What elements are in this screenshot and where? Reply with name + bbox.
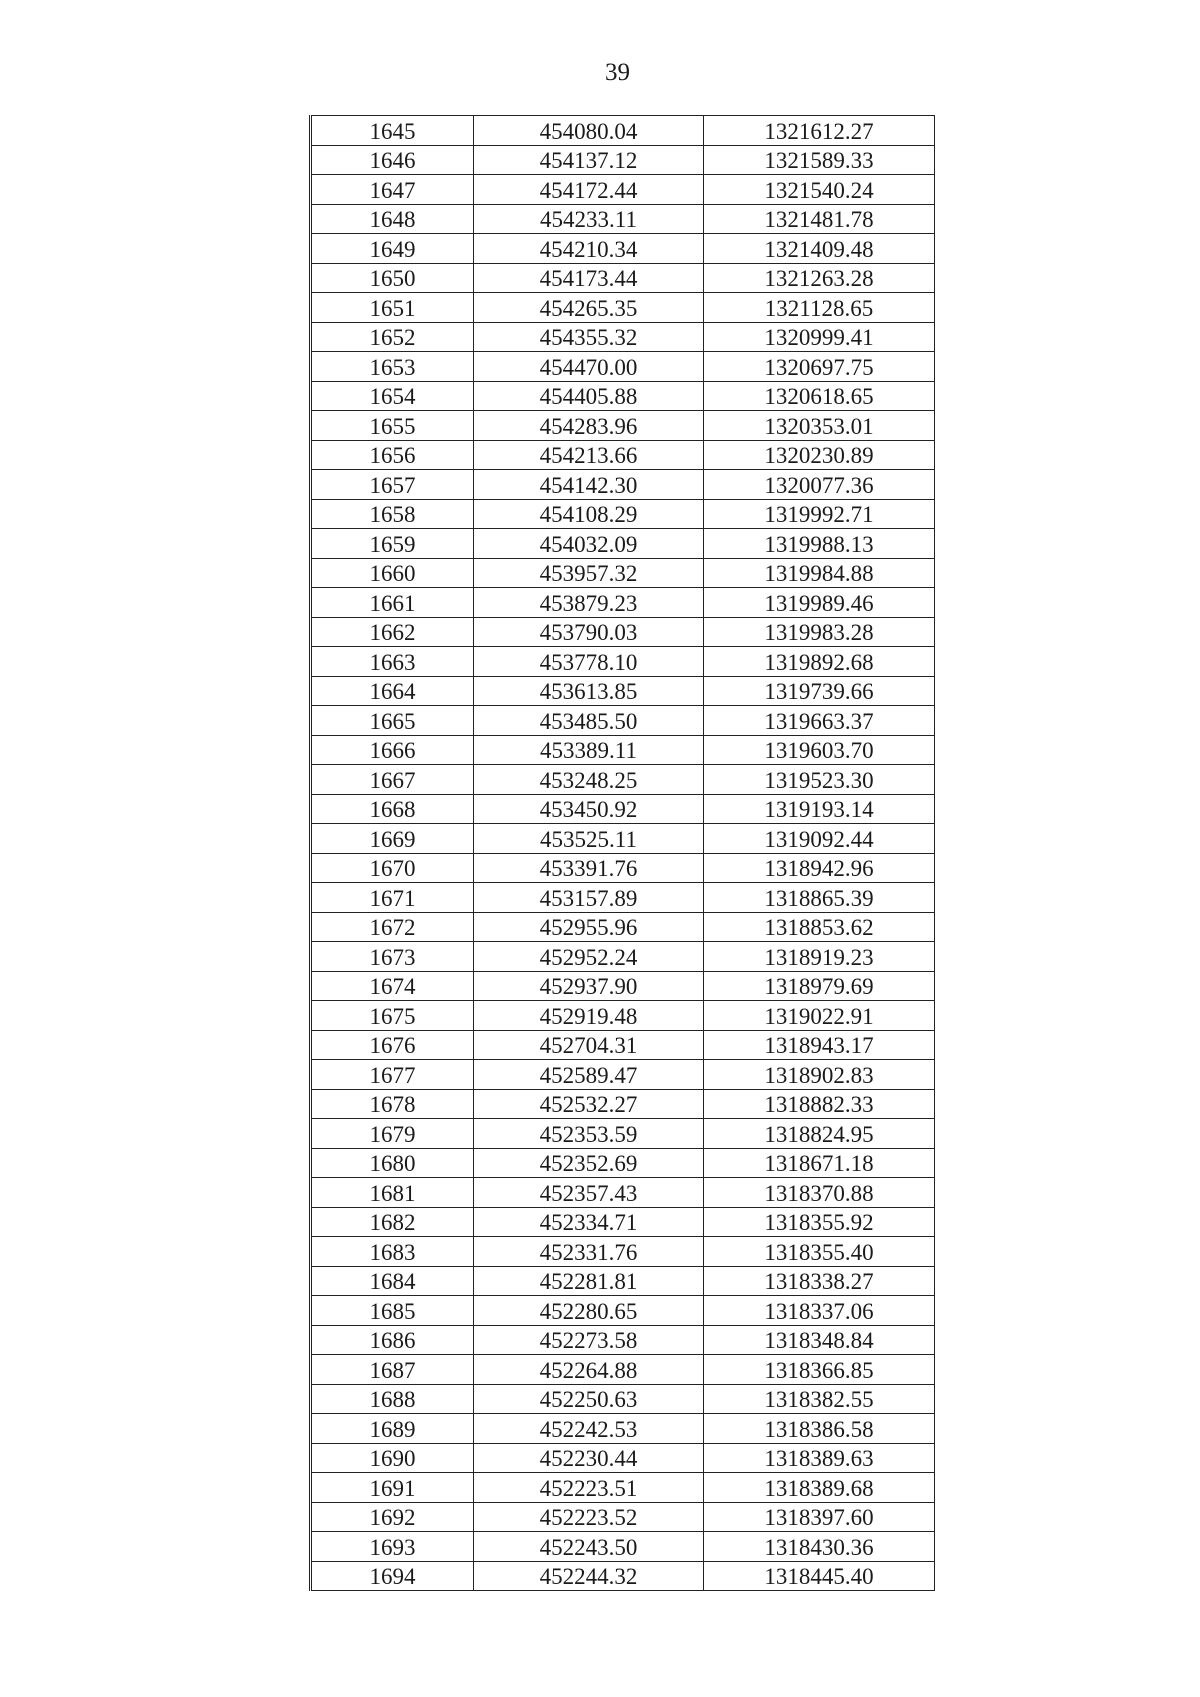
x-coordinate-cell: 452937.90	[474, 971, 704, 1001]
x-coordinate-cell: 452331.76	[474, 1237, 704, 1267]
x-coordinate-cell: 452223.52	[474, 1502, 704, 1532]
table-row	[311, 853, 935, 883]
x-coordinate-cell: 452919.48	[474, 1001, 704, 1031]
y-coordinate-cell: 1319992.71	[704, 499, 935, 529]
point-number-cell: 1672	[311, 912, 474, 942]
table-row	[311, 204, 935, 234]
table-row	[311, 1001, 935, 1031]
y-coordinate-cell: 1318389.63	[704, 1443, 935, 1473]
table-row	[311, 263, 935, 293]
y-coordinate-cell: 1318389.68	[704, 1473, 935, 1503]
x-coordinate-cell: 452352.69	[474, 1148, 704, 1178]
x-coordinate-cell: 453157.89	[474, 883, 704, 913]
x-coordinate-cell: 453248.25	[474, 765, 704, 795]
y-coordinate-cell: 1320353.01	[704, 411, 935, 441]
point-number-cell: 1694	[311, 1561, 474, 1591]
y-coordinate-cell: 1318919.23	[704, 942, 935, 972]
point-number-cell: 1658	[311, 499, 474, 529]
table-row	[311, 824, 935, 854]
x-coordinate-cell: 453391.76	[474, 853, 704, 883]
x-coordinate-cell: 452244.32	[474, 1561, 704, 1591]
table-row	[311, 322, 935, 352]
point-number-cell: 1677	[311, 1060, 474, 1090]
table-row	[311, 381, 935, 411]
point-number-cell: 1692	[311, 1502, 474, 1532]
point-number-cell: 1671	[311, 883, 474, 913]
table-row	[311, 529, 935, 559]
x-coordinate-cell: 453485.50	[474, 706, 704, 736]
y-coordinate-cell: 1320999.41	[704, 322, 935, 352]
point-number-cell: 1683	[311, 1237, 474, 1267]
y-coordinate-cell: 1318943.17	[704, 1030, 935, 1060]
point-number-cell: 1685	[311, 1296, 474, 1326]
y-coordinate-cell: 1320697.75	[704, 352, 935, 382]
y-coordinate-cell: 1318979.69	[704, 971, 935, 1001]
x-coordinate-cell: 454032.09	[474, 529, 704, 559]
y-coordinate-cell: 1319983.28	[704, 617, 935, 647]
table-row	[311, 558, 935, 588]
table-row	[311, 676, 935, 706]
y-coordinate-cell: 1321589.33	[704, 145, 935, 175]
y-coordinate-cell: 1318853.62	[704, 912, 935, 942]
x-coordinate-cell: 453613.85	[474, 676, 704, 706]
table-row	[311, 145, 935, 175]
point-number-cell: 1689	[311, 1414, 474, 1444]
point-number-cell: 1650	[311, 263, 474, 293]
x-coordinate-cell: 452704.31	[474, 1030, 704, 1060]
table-row	[311, 617, 935, 647]
x-coordinate-cell: 453778.10	[474, 647, 704, 677]
x-coordinate-cell: 452281.81	[474, 1266, 704, 1296]
page-number: 39	[605, 59, 630, 86]
x-coordinate-cell: 454173.44	[474, 263, 704, 293]
point-number-cell: 1688	[311, 1384, 474, 1414]
y-coordinate-cell: 1319092.44	[704, 824, 935, 854]
point-number-cell: 1678	[311, 1089, 474, 1119]
y-coordinate-cell: 1318366.85	[704, 1355, 935, 1385]
table-row	[311, 971, 935, 1001]
x-coordinate-cell: 454142.30	[474, 470, 704, 500]
x-coordinate-cell: 454355.32	[474, 322, 704, 352]
table-row	[311, 175, 935, 205]
point-number-cell: 1690	[311, 1443, 474, 1473]
point-number-cell: 1654	[311, 381, 474, 411]
x-coordinate-cell: 452532.27	[474, 1089, 704, 1119]
x-coordinate-cell: 454283.96	[474, 411, 704, 441]
table-row	[311, 794, 935, 824]
y-coordinate-cell: 1321128.65	[704, 293, 935, 323]
x-coordinate-cell: 452264.88	[474, 1355, 704, 1385]
x-coordinate-cell: 453957.32	[474, 558, 704, 588]
point-number-cell: 1693	[311, 1532, 474, 1562]
table-row	[311, 1030, 935, 1060]
coordinates-table-body	[311, 116, 935, 1591]
table-row	[311, 470, 935, 500]
x-coordinate-cell: 452273.58	[474, 1325, 704, 1355]
y-coordinate-cell: 1318865.39	[704, 883, 935, 913]
point-number-cell: 1675	[311, 1001, 474, 1031]
table-row	[311, 440, 935, 470]
point-number-cell: 1679	[311, 1119, 474, 1149]
point-number-cell: 1670	[311, 853, 474, 883]
point-number-cell: 1660	[311, 558, 474, 588]
point-number-cell: 1665	[311, 706, 474, 736]
x-coordinate-cell: 452243.50	[474, 1532, 704, 1562]
point-number-cell: 1646	[311, 145, 474, 175]
point-number-cell: 1649	[311, 234, 474, 264]
y-coordinate-cell: 1319193.14	[704, 794, 935, 824]
x-coordinate-cell: 453389.11	[474, 735, 704, 765]
x-coordinate-cell: 452242.53	[474, 1414, 704, 1444]
table-row	[311, 1473, 935, 1503]
x-coordinate-cell: 454172.44	[474, 175, 704, 205]
y-coordinate-cell: 1320077.36	[704, 470, 935, 500]
y-coordinate-cell: 1319663.37	[704, 706, 935, 736]
point-number-cell: 1674	[311, 971, 474, 1001]
y-coordinate-cell: 1319988.13	[704, 529, 935, 559]
y-coordinate-cell: 1318902.83	[704, 1060, 935, 1090]
point-number-cell: 1645	[311, 116, 474, 146]
table-row	[311, 735, 935, 765]
y-coordinate-cell: 1318355.40	[704, 1237, 935, 1267]
point-number-cell: 1657	[311, 470, 474, 500]
y-coordinate-cell: 1318882.33	[704, 1089, 935, 1119]
x-coordinate-cell: 452280.65	[474, 1296, 704, 1326]
table-row	[311, 765, 935, 795]
point-number-cell: 1681	[311, 1178, 474, 1208]
y-coordinate-cell: 1318370.88	[704, 1178, 935, 1208]
x-coordinate-cell: 454108.29	[474, 499, 704, 529]
y-coordinate-cell: 1318397.60	[704, 1502, 935, 1532]
table-row	[311, 912, 935, 942]
y-coordinate-cell: 1318355.92	[704, 1207, 935, 1237]
y-coordinate-cell: 1319989.46	[704, 588, 935, 618]
table-row	[311, 1089, 935, 1119]
point-number-cell: 1666	[311, 735, 474, 765]
y-coordinate-cell: 1319984.88	[704, 558, 935, 588]
x-coordinate-cell: 454213.66	[474, 440, 704, 470]
table-row	[311, 1443, 935, 1473]
table-row	[311, 1266, 935, 1296]
point-number-cell: 1661	[311, 588, 474, 618]
table-row	[311, 1119, 935, 1149]
y-coordinate-cell: 1318337.06	[704, 1296, 935, 1326]
table-row	[311, 1060, 935, 1090]
y-coordinate-cell: 1318386.58	[704, 1414, 935, 1444]
x-coordinate-cell: 454405.88	[474, 381, 704, 411]
table-row	[311, 499, 935, 529]
point-number-cell: 1647	[311, 175, 474, 205]
y-coordinate-cell: 1318671.18	[704, 1148, 935, 1178]
x-coordinate-cell: 452589.47	[474, 1060, 704, 1090]
point-number-cell: 1691	[311, 1473, 474, 1503]
table-row	[311, 1148, 935, 1178]
point-number-cell: 1684	[311, 1266, 474, 1296]
table-row	[311, 706, 935, 736]
table-row	[311, 588, 935, 618]
table-row	[311, 1532, 935, 1562]
y-coordinate-cell: 1318942.96	[704, 853, 935, 883]
x-coordinate-cell: 452230.44	[474, 1443, 704, 1473]
coordinates-table	[309, 115, 935, 1591]
y-coordinate-cell: 1321612.27	[704, 116, 935, 146]
table-row	[311, 293, 935, 323]
point-number-cell: 1653	[311, 352, 474, 382]
point-number-cell: 1656	[311, 440, 474, 470]
y-coordinate-cell: 1320618.65	[704, 381, 935, 411]
table-row	[311, 1502, 935, 1532]
y-coordinate-cell: 1321481.78	[704, 204, 935, 234]
y-coordinate-cell: 1321540.24	[704, 175, 935, 205]
y-coordinate-cell: 1318382.55	[704, 1384, 935, 1414]
point-number-cell: 1663	[311, 647, 474, 677]
y-coordinate-cell: 1318445.40	[704, 1561, 935, 1591]
table-row	[311, 647, 935, 677]
point-number-cell: 1652	[311, 322, 474, 352]
table-row	[311, 1561, 935, 1591]
point-number-cell: 1664	[311, 676, 474, 706]
x-coordinate-cell: 452952.24	[474, 942, 704, 972]
table-row	[311, 1296, 935, 1326]
x-coordinate-cell: 453525.11	[474, 824, 704, 854]
y-coordinate-cell: 1318430.36	[704, 1532, 935, 1562]
point-number-cell: 1668	[311, 794, 474, 824]
point-number-cell: 1659	[311, 529, 474, 559]
point-number-cell: 1673	[311, 942, 474, 972]
point-number-cell: 1669	[311, 824, 474, 854]
y-coordinate-cell: 1318338.27	[704, 1266, 935, 1296]
y-coordinate-cell: 1319523.30	[704, 765, 935, 795]
point-number-cell: 1651	[311, 293, 474, 323]
point-number-cell: 1682	[311, 1207, 474, 1237]
x-coordinate-cell: 453790.03	[474, 617, 704, 647]
x-coordinate-cell: 452223.51	[474, 1473, 704, 1503]
x-coordinate-cell: 454265.35	[474, 293, 704, 323]
x-coordinate-cell: 452250.63	[474, 1384, 704, 1414]
point-number-cell: 1648	[311, 204, 474, 234]
x-coordinate-cell: 454233.11	[474, 204, 704, 234]
y-coordinate-cell: 1321409.48	[704, 234, 935, 264]
y-coordinate-cell: 1319892.68	[704, 647, 935, 677]
table-row	[311, 1237, 935, 1267]
point-number-cell: 1655	[311, 411, 474, 441]
x-coordinate-cell: 452955.96	[474, 912, 704, 942]
x-coordinate-cell: 453450.92	[474, 794, 704, 824]
point-number-cell: 1676	[311, 1030, 474, 1060]
x-coordinate-cell: 454137.12	[474, 145, 704, 175]
x-coordinate-cell: 454080.04	[474, 116, 704, 146]
table-row	[311, 352, 935, 382]
y-coordinate-cell: 1319603.70	[704, 735, 935, 765]
y-coordinate-cell: 1318824.95	[704, 1119, 935, 1149]
x-coordinate-cell: 452334.71	[474, 1207, 704, 1237]
point-number-cell: 1667	[311, 765, 474, 795]
table-row	[311, 116, 935, 146]
point-number-cell: 1687	[311, 1355, 474, 1385]
table-row	[311, 942, 935, 972]
y-coordinate-cell: 1319022.91	[704, 1001, 935, 1031]
table-row	[311, 1355, 935, 1385]
x-coordinate-cell: 454210.34	[474, 234, 704, 264]
x-coordinate-cell: 452353.59	[474, 1119, 704, 1149]
table-row	[311, 411, 935, 441]
table-row	[311, 1384, 935, 1414]
x-coordinate-cell: 452357.43	[474, 1178, 704, 1208]
table-row	[311, 1207, 935, 1237]
point-number-cell: 1686	[311, 1325, 474, 1355]
table-row	[311, 1325, 935, 1355]
y-coordinate-cell: 1318348.84	[704, 1325, 935, 1355]
x-coordinate-cell: 453879.23	[474, 588, 704, 618]
table-row	[311, 1178, 935, 1208]
x-coordinate-cell: 454470.00	[474, 352, 704, 382]
table-row	[311, 1414, 935, 1444]
point-number-cell: 1662	[311, 617, 474, 647]
y-coordinate-cell: 1319739.66	[704, 676, 935, 706]
y-coordinate-cell: 1320230.89	[704, 440, 935, 470]
table-row	[311, 234, 935, 264]
table-row	[311, 883, 935, 913]
point-number-cell: 1680	[311, 1148, 474, 1178]
y-coordinate-cell: 1321263.28	[704, 263, 935, 293]
